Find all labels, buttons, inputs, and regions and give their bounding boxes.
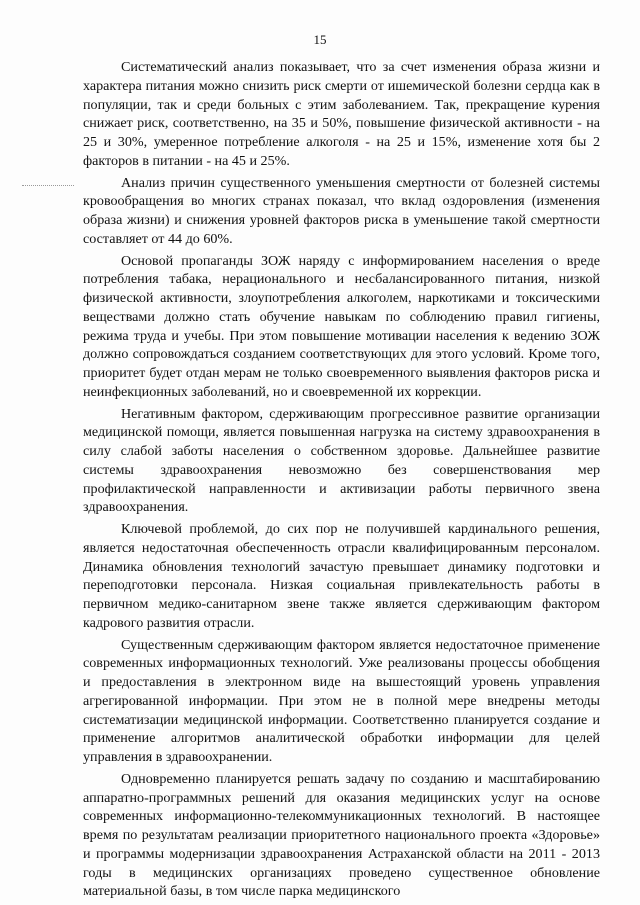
- document-body: [83, 58, 600, 904]
- paragraph-negative-factor: Негативным фактором, сдерживающим прогрессивное развитие организации медицинской помощи, является повышенная нагрузка на систему здравоохранения в силу слабой заботы населения о собственном здоровье. Дальнейшее развитие системы здравоохранения невозможно без совершенствования мер профилактической направленности и активизации работы первичного звена здравоохранения.: [83, 405, 600, 516]
- paragraph-information-technology: Существенным сдерживающим фактором является недостаточное применение современных информационных технологий. Уже реализованы процессы обобщения и предоставления в электронном виде на вышестоящий уровень управления агрегированной информации. При этом не в полной мере внедрены методы систематизации медицинской информации. Соответственно планируется создание и применение алгоритмов аналитической обработки информации для целей управления в здравоохранении.: [83, 636, 600, 765]
- paragraph-healthy-lifestyle: Основой пропаганды ЗОЖ наряду с информированием населения о вреде потребления табака, нерационального и несбалансированного питания, низкой физической активности, злоупотребления алкоголем, наркотиками и токсическими веществами должно стать обучение навыкам по соблюдению правил гигиены, режима труда и учебы. При этом повышение мотивации населения к ведению ЗОЖ должно сопровождаться созданием соответствующих для этого условий. Кроме того, приоритет будет отдан мерам не только своевременного выявления факторов риска и неинфекционных заболеваний, но и своевременной их коррекции.: [83, 252, 600, 400]
- paragraph-staffing-problem: Ключевой проблемой, до сих пор не получившей кардинального решения, является недостаточная обеспеченность отрасли квалифицированным персоналом. Динамика обновления технологий зачастую превышает динамику подготовки и переподготовки персонала. Низкая социальная привлекательность работы в первичном медико-санитарном звене также является сдерживающим фактором кадрового развития отрасли.: [83, 521, 600, 631]
- paragraph-lifestyle-risk: Систематический анализ показывает, что за счет изменения образа жизни и характера питания можно снизить риск смерти от ишемической болезни сердца как в популяции, так и среди больных с этим заболеванием. Так, прекращение курения снижает риск, соответственно, на 35 и 50%, повышение физической активности - на 25 и 30%, умеренное потребление алкоголя - на 25 и 15%, изменение хотя бы 2 факторов в питании - на 45 и 25%.: [83, 59, 600, 169]
- scan-artifact: [22, 185, 74, 188]
- paragraph-telemedicine: Одновременно планируется решать задачу по созданию и масштабированию аппаратно-программных решений для оказания медицинских услуг на основе современных информационно-телекоммуникационных технологий. В настоящее время по результатам реализации приоритетного национального проекта «Здоровье» и программы модернизации здравоохранения Астраханской области на 2011 - 2013 годы в медицинских организациях проведено существенное обновление материальной базы, в том числе парка медицинского: [83, 770, 600, 900]
- page-number: 15: [313, 32, 327, 47]
- paragraph-mortality-analysis: Анализ причин существенного уменьшения смертности от болезней системы кровообращения во многих странах показал, что вклад оздоровления (изменения образа жизни) и снижения уровней факторов риска в уменьшение такой смертности составляет от 44 до 60%.: [83, 174, 600, 247]
